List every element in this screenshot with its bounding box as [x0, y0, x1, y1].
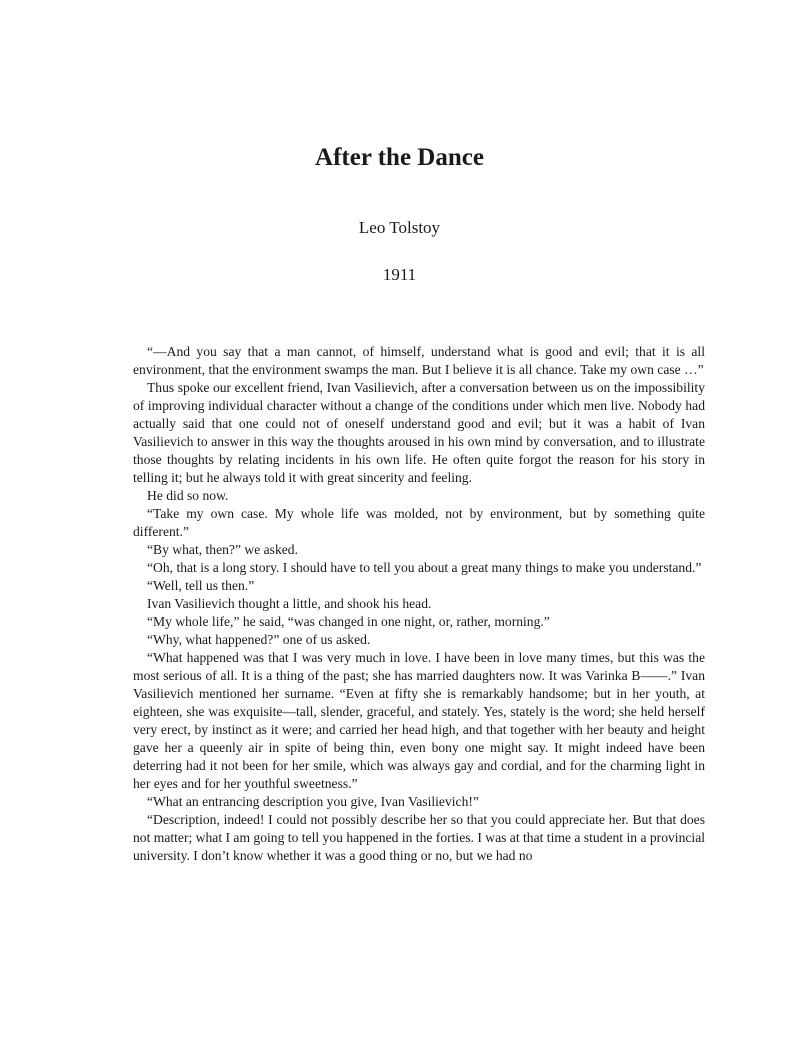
paragraph: Thus spoke our excellent friend, Ivan Vasilievich, after a conversation between us on the impossibility of improving individual character without a change of the conditions under which men live. Nobody had actually said that one could not of oneself understand good and evil; but it was a habit of Ivan Vasilievich to answer in this way the thoughts aroused in his own mind by conversation, and to illustrate those thoughts by relating incidents in his own life. He often quite forgot the reason for his story in telling it; but he always told it with great sincerity and feeling. — [133, 380, 705, 485]
document-date: 1911 — [382, 265, 417, 284]
paragraph: “Well, tell us then.” — [147, 578, 255, 593]
paragraph: “Why, what happened?” one of us asked. — [147, 632, 371, 647]
document-author: Leo Tolstoy — [358, 218, 441, 237]
paragraph: He did so now. — [147, 488, 229, 503]
paragraph: “By what, then?” we asked. — [147, 542, 298, 557]
paragraph: “Oh, that is a long story. I should have to tell you about a great many things to make you understand.” — [147, 560, 702, 575]
paragraph: “My whole life,” he said, “was changed in one night, or, rather, morning.” — [147, 614, 550, 629]
paragraph: Ivan Vasilievich thought a little, and shook his head. — [147, 596, 432, 611]
paragraph: “Description, indeed! I could not possibly describe her so that you could appreciate her. But that does not matter; what I am going to tell you happened in the forties. I was at that time a student in a provincial university. I don’t know whether it was a good thing or no, but we had no — [133, 812, 705, 863]
paragraph: “What happened was that I was very much in love. I have been in love many times, but this was the most serious of all. It is a thing of the past; she has married daughters now. It was Varinka B——.” Ivan Vasilievich mentioned her surname. “Even at fifty she is remarkably handsome; but in her youth, at eighteen, she was exquisite—tall, slender, graceful, and stately. Yes, stately is the word; she held herself very erect, by instinct as it were; and carried her head high, and that together with her beauty and height gave her a queenly air in spite of being thin, even bony one might say. It might indeed have been deterring had it not been for her smile, which was always gay and cordial, and for the charming light in her eyes and for her youthful sweetness.” — [133, 650, 705, 791]
paragraph: “What an entrancing description you give, Ivan Vasilievich!” — [147, 794, 479, 809]
paragraph: “—And you say that a man cannot, of himself, understand what is good and evil; that it is all environment, that the environment swamps the man. But I believe it is all chance. Take my own case …” — [133, 344, 705, 377]
document-title: After the Dance — [315, 144, 484, 171]
document-body — [133, 343, 705, 865]
paragraph: “Take my own case. My whole life was molded, not by environment, but by something quite different.” — [133, 506, 705, 539]
